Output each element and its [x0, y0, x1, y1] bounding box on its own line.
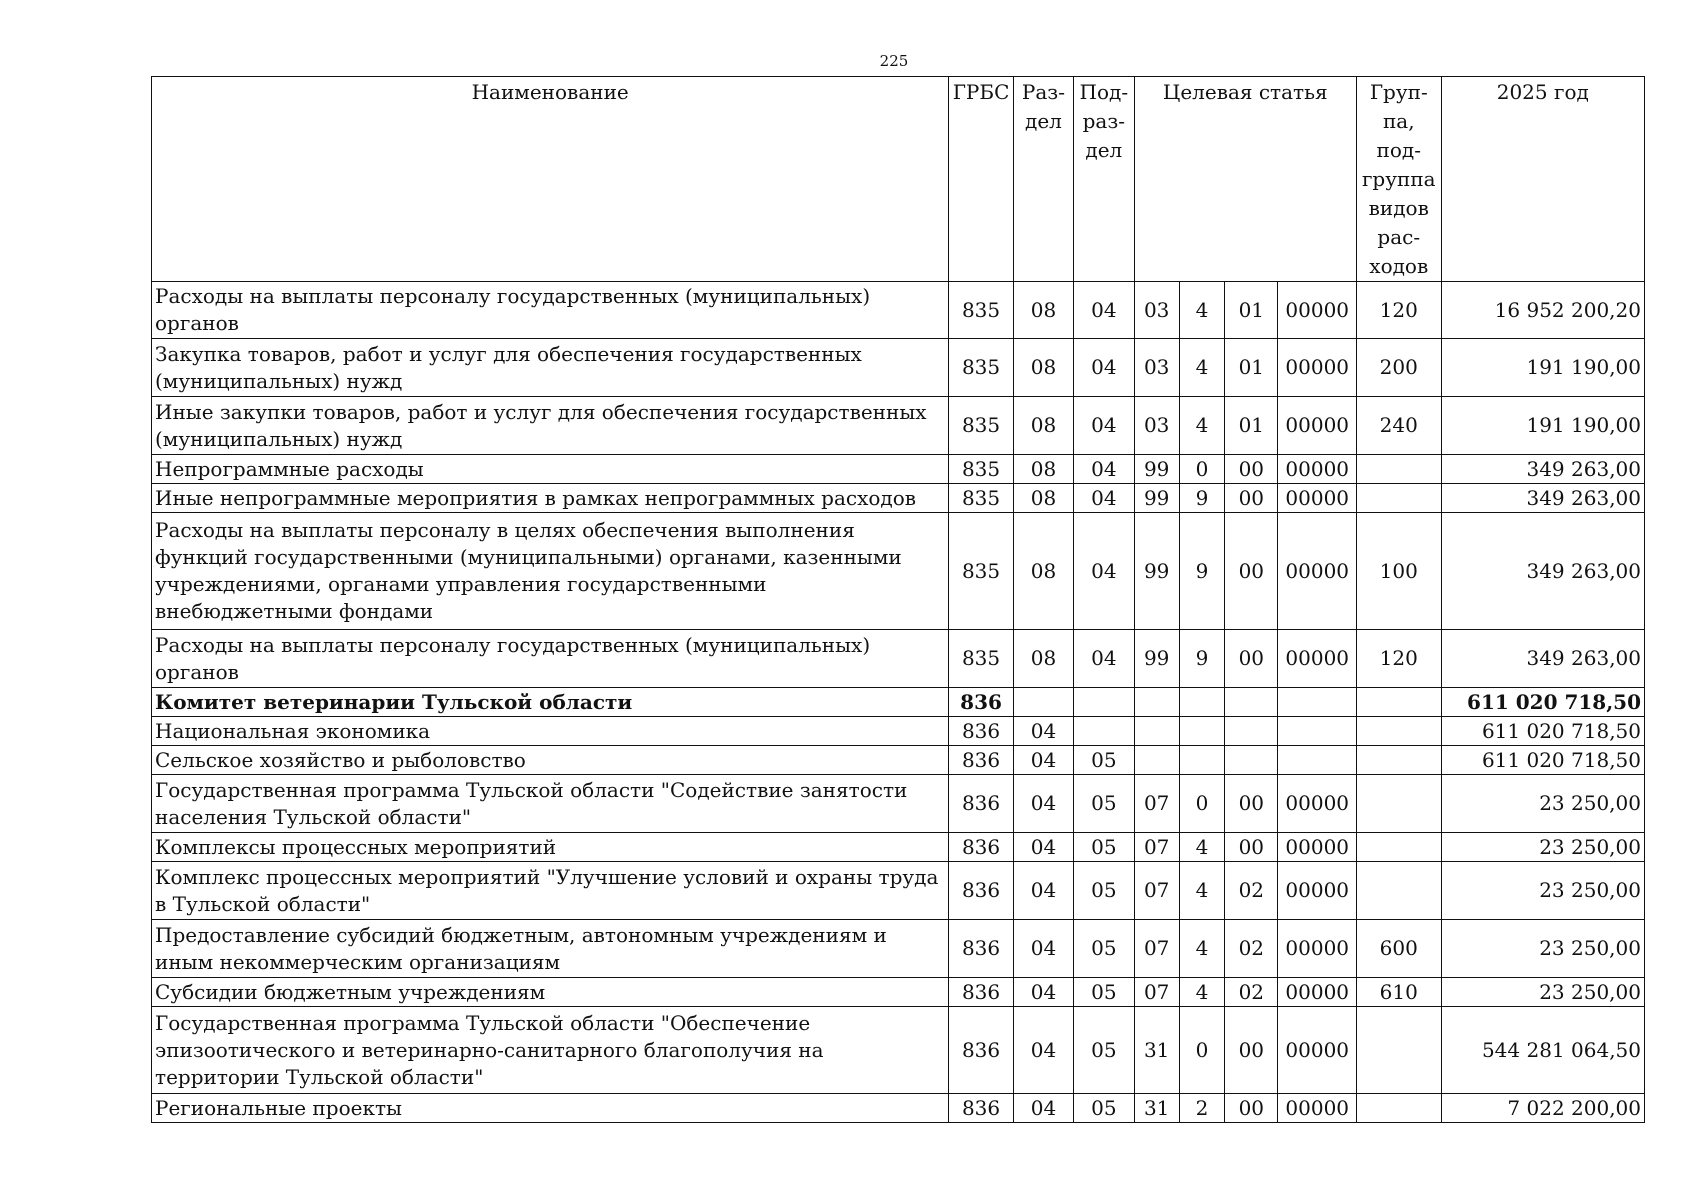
- row-name: Предоставление субсидий бюджетным, автономным учреждениям и иным некоммерческим организациям: [152, 920, 949, 978]
- row-target-program: [1134, 688, 1179, 717]
- row-name: Расходы на выплаты персоналу в целях обеспечения выполнения функций государственными (муниципальными) органами, казенными учреждениями, органами управления государственными внебюджетными фондами: [152, 513, 949, 630]
- budget-table: [151, 76, 1645, 1123]
- row-name: Комитет ветеринарии Тульской области: [152, 688, 949, 717]
- row-razdel: 08: [1013, 339, 1073, 397]
- row-target-subtype: 00: [1225, 630, 1278, 688]
- table-row: [152, 397, 1645, 455]
- row-razdel: 04: [1013, 775, 1073, 833]
- row-target-direction: 00000: [1278, 920, 1357, 978]
- row-target-program: 99: [1134, 630, 1179, 688]
- row-target-program: 07: [1134, 862, 1179, 920]
- row-target-subtype: 00: [1225, 775, 1278, 833]
- row-target-program: 99: [1134, 484, 1179, 513]
- header-year: 2025 год: [1441, 77, 1644, 282]
- row-grbs: 836: [949, 1007, 1013, 1094]
- row-podrazdel: 04: [1074, 455, 1134, 484]
- row-target-type: 4: [1179, 282, 1224, 339]
- row-target-direction: 00000: [1278, 455, 1357, 484]
- row-target-direction: [1278, 746, 1357, 775]
- table-row: [152, 339, 1645, 397]
- row-target-program: 31: [1134, 1094, 1179, 1123]
- row-podrazdel: 05: [1074, 833, 1134, 862]
- row-expense-group: [1356, 833, 1441, 862]
- row-target-program: 31: [1134, 1007, 1179, 1094]
- row-target-program: 99: [1134, 455, 1179, 484]
- row-name: Сельское хозяйство и рыболовство: [152, 746, 949, 775]
- table-row: [152, 833, 1645, 862]
- row-expense-group: [1356, 455, 1441, 484]
- row-target-direction: 00000: [1278, 339, 1357, 397]
- row-target-type: [1179, 717, 1224, 746]
- row-grbs: 836: [949, 746, 1013, 775]
- row-name: Государственная программа Тульской области "Обеспечение эпизоотического и ветеринарно-санитарного благополучия на территории Тульской области": [152, 1007, 949, 1094]
- header-group-text: Груп- па, под- группа видов рас- ходов: [1361, 80, 1436, 278]
- row-name: Комплекс процессных мероприятий "Улучшение условий и охраны труда в Тульской области": [152, 862, 949, 920]
- table-row: [152, 1094, 1645, 1123]
- table-row: [152, 688, 1645, 717]
- row-amount: 23 250,00: [1441, 978, 1644, 1007]
- row-podrazdel: 05: [1074, 746, 1134, 775]
- row-grbs: 836: [949, 862, 1013, 920]
- row-amount: 23 250,00: [1441, 862, 1644, 920]
- row-target-type: 4: [1179, 978, 1224, 1007]
- row-razdel: 08: [1013, 397, 1073, 455]
- row-target-direction: 00000: [1278, 630, 1357, 688]
- table-body: [152, 282, 1645, 1123]
- row-amount: 191 190,00: [1441, 339, 1644, 397]
- row-podrazdel: 05: [1074, 920, 1134, 978]
- row-amount: 349 263,00: [1441, 484, 1644, 513]
- table-row: [152, 862, 1645, 920]
- row-name: Непрограммные расходы: [152, 455, 949, 484]
- row-target-program: [1134, 717, 1179, 746]
- row-amount: 23 250,00: [1441, 775, 1644, 833]
- row-podrazdel: [1074, 688, 1134, 717]
- row-target-subtype: 02: [1225, 862, 1278, 920]
- header-razdel-text: Раз- дел: [1021, 80, 1065, 133]
- row-name: Расходы на выплаты персоналу государственных (муниципальных) органов: [152, 282, 949, 339]
- table-row: [152, 1007, 1645, 1094]
- row-target-program: 03: [1134, 339, 1179, 397]
- row-target-direction: 00000: [1278, 513, 1357, 630]
- header-target: Целевая статья: [1134, 77, 1356, 282]
- header-podrazdel: [1074, 77, 1134, 282]
- row-podrazdel: 04: [1074, 484, 1134, 513]
- row-target-subtype: 00: [1225, 1094, 1278, 1123]
- row-target-subtype: [1225, 688, 1278, 717]
- row-expense-group: 610: [1356, 978, 1441, 1007]
- row-amount: 349 263,00: [1441, 455, 1644, 484]
- row-target-subtype: 00: [1225, 833, 1278, 862]
- row-grbs: 836: [949, 920, 1013, 978]
- row-name: Иные закупки товаров, работ и услуг для обеспечения государственных (муниципальных) нужд: [152, 397, 949, 455]
- row-podrazdel: [1074, 717, 1134, 746]
- row-expense-group: [1356, 717, 1441, 746]
- row-expense-group: [1356, 862, 1441, 920]
- row-target-program: 99: [1134, 513, 1179, 630]
- row-target-program: 03: [1134, 397, 1179, 455]
- row-expense-group: 240: [1356, 397, 1441, 455]
- row-target-type: [1179, 688, 1224, 717]
- row-target-direction: 00000: [1278, 775, 1357, 833]
- row-razdel: 04: [1013, 1094, 1073, 1123]
- row-grbs: 836: [949, 833, 1013, 862]
- row-razdel: 04: [1013, 833, 1073, 862]
- row-expense-group: 200: [1356, 339, 1441, 397]
- row-podrazdel: 04: [1074, 339, 1134, 397]
- row-name: Закупка товаров, работ и услуг для обеспечения государственных (муниципальных) нужд: [152, 339, 949, 397]
- row-expense-group: [1356, 775, 1441, 833]
- row-expense-group: 120: [1356, 630, 1441, 688]
- row-razdel: 04: [1013, 920, 1073, 978]
- row-grbs: 835: [949, 513, 1013, 630]
- row-grbs: 835: [949, 282, 1013, 339]
- row-target-subtype: 00: [1225, 513, 1278, 630]
- row-target-subtype: 02: [1225, 920, 1278, 978]
- row-razdel: 04: [1013, 1007, 1073, 1094]
- row-target-direction: 00000: [1278, 1094, 1357, 1123]
- row-target-subtype: [1225, 717, 1278, 746]
- row-name: Субсидии бюджетным учреждениям: [152, 978, 949, 1007]
- row-razdel: 04: [1013, 978, 1073, 1007]
- row-target-direction: [1278, 688, 1357, 717]
- row-podrazdel: 05: [1074, 978, 1134, 1007]
- row-target-subtype: 02: [1225, 978, 1278, 1007]
- row-target-program: 07: [1134, 833, 1179, 862]
- row-expense-group: [1356, 484, 1441, 513]
- row-grbs: 835: [949, 397, 1013, 455]
- row-target-type: 4: [1179, 920, 1224, 978]
- row-razdel: 08: [1013, 513, 1073, 630]
- row-target-type: 4: [1179, 833, 1224, 862]
- row-expense-group: 600: [1356, 920, 1441, 978]
- row-amount: 611 020 718,50: [1441, 688, 1644, 717]
- header-razdel: [1013, 77, 1073, 282]
- row-target-program: [1134, 746, 1179, 775]
- row-amount: 191 190,00: [1441, 397, 1644, 455]
- row-grbs: 836: [949, 688, 1013, 717]
- row-razdel: 04: [1013, 862, 1073, 920]
- row-razdel: 08: [1013, 282, 1073, 339]
- row-target-direction: 00000: [1278, 1007, 1357, 1094]
- row-razdel: 04: [1013, 746, 1073, 775]
- row-podrazdel: 04: [1074, 397, 1134, 455]
- header-podrazdel-text: Под- раз- дел: [1079, 80, 1129, 162]
- row-grbs: 836: [949, 775, 1013, 833]
- row-grbs: 836: [949, 1094, 1013, 1123]
- table-row: [152, 978, 1645, 1007]
- row-name: Комплексы процессных мероприятий: [152, 833, 949, 862]
- row-podrazdel: 04: [1074, 282, 1134, 339]
- row-razdel: 08: [1013, 630, 1073, 688]
- row-target-type: 9: [1179, 484, 1224, 513]
- table-row: [152, 717, 1645, 746]
- row-name: Региональные проекты: [152, 1094, 949, 1123]
- row-razdel: 08: [1013, 455, 1073, 484]
- row-podrazdel: 05: [1074, 1007, 1134, 1094]
- row-razdel: [1013, 688, 1073, 717]
- row-amount: 23 250,00: [1441, 833, 1644, 862]
- row-grbs: 836: [949, 717, 1013, 746]
- table-row: [152, 630, 1645, 688]
- row-amount: 611 020 718,50: [1441, 717, 1644, 746]
- row-target-type: 4: [1179, 862, 1224, 920]
- table-row: [152, 513, 1645, 630]
- row-target-program: 07: [1134, 920, 1179, 978]
- row-target-type: 9: [1179, 513, 1224, 630]
- row-podrazdel: 04: [1074, 513, 1134, 630]
- row-target-program: 07: [1134, 775, 1179, 833]
- row-target-program: 03: [1134, 282, 1179, 339]
- row-podrazdel: 05: [1074, 862, 1134, 920]
- row-target-type: 2: [1179, 1094, 1224, 1123]
- header-grbs: ГРБС: [949, 77, 1013, 282]
- header-name: Наименование: [152, 77, 949, 282]
- row-target-direction: 00000: [1278, 862, 1357, 920]
- row-amount: 611 020 718,50: [1441, 746, 1644, 775]
- row-target-subtype: 00: [1225, 455, 1278, 484]
- row-target-subtype: 00: [1225, 484, 1278, 513]
- row-amount: 7 022 200,00: [1441, 1094, 1644, 1123]
- row-target-direction: 00000: [1278, 833, 1357, 862]
- row-target-subtype: 00: [1225, 1007, 1278, 1094]
- table-row: [152, 775, 1645, 833]
- table-header-row: [152, 77, 1645, 282]
- row-amount: 349 263,00: [1441, 630, 1644, 688]
- row-target-subtype: 01: [1225, 339, 1278, 397]
- row-target-direction: 00000: [1278, 484, 1357, 513]
- row-razdel: 08: [1013, 484, 1073, 513]
- row-target-subtype: [1225, 746, 1278, 775]
- table-row: [152, 920, 1645, 978]
- row-amount: 23 250,00: [1441, 920, 1644, 978]
- row-target-type: 0: [1179, 455, 1224, 484]
- row-expense-group: [1356, 1007, 1441, 1094]
- row-name: Государственная программа Тульской области "Содействие занятости населения Тульской области": [152, 775, 949, 833]
- row-expense-group: 120: [1356, 282, 1441, 339]
- row-amount: 544 281 064,50: [1441, 1007, 1644, 1094]
- row-amount: 16 952 200,20: [1441, 282, 1644, 339]
- row-grbs: 835: [949, 630, 1013, 688]
- row-grbs: 836: [949, 978, 1013, 1007]
- row-amount: 349 263,00: [1441, 513, 1644, 630]
- table-row: [152, 282, 1645, 339]
- row-podrazdel: 05: [1074, 775, 1134, 833]
- row-target-type: 4: [1179, 339, 1224, 397]
- row-podrazdel: 05: [1074, 1094, 1134, 1123]
- row-expense-group: [1356, 746, 1441, 775]
- row-podrazdel: 04: [1074, 630, 1134, 688]
- row-target-direction: [1278, 717, 1357, 746]
- row-name: Национальная экономика: [152, 717, 949, 746]
- header-group: [1356, 77, 1441, 282]
- row-target-direction: 00000: [1278, 397, 1357, 455]
- row-target-program: 07: [1134, 978, 1179, 1007]
- row-razdel: 04: [1013, 717, 1073, 746]
- row-expense-group: [1356, 688, 1441, 717]
- row-grbs: 835: [949, 484, 1013, 513]
- table-row: [152, 455, 1645, 484]
- table-row: [152, 484, 1645, 513]
- row-target-subtype: 01: [1225, 282, 1278, 339]
- row-grbs: 835: [949, 455, 1013, 484]
- row-expense-group: [1356, 1094, 1441, 1123]
- row-target-type: 0: [1179, 775, 1224, 833]
- row-target-type: 9: [1179, 630, 1224, 688]
- row-target-type: [1179, 746, 1224, 775]
- row-grbs: 835: [949, 339, 1013, 397]
- row-target-direction: 00000: [1278, 282, 1357, 339]
- row-target-subtype: 01: [1225, 397, 1278, 455]
- row-target-type: 4: [1179, 397, 1224, 455]
- row-expense-group: 100: [1356, 513, 1441, 630]
- page-number: 225: [879, 52, 909, 70]
- row-name: Иные непрограммные мероприятия в рамках непрограммных расходов: [152, 484, 949, 513]
- row-target-direction: 00000: [1278, 978, 1357, 1007]
- table-row: [152, 746, 1645, 775]
- row-name: Расходы на выплаты персоналу государственных (муниципальных) органов: [152, 630, 949, 688]
- row-target-type: 0: [1179, 1007, 1224, 1094]
